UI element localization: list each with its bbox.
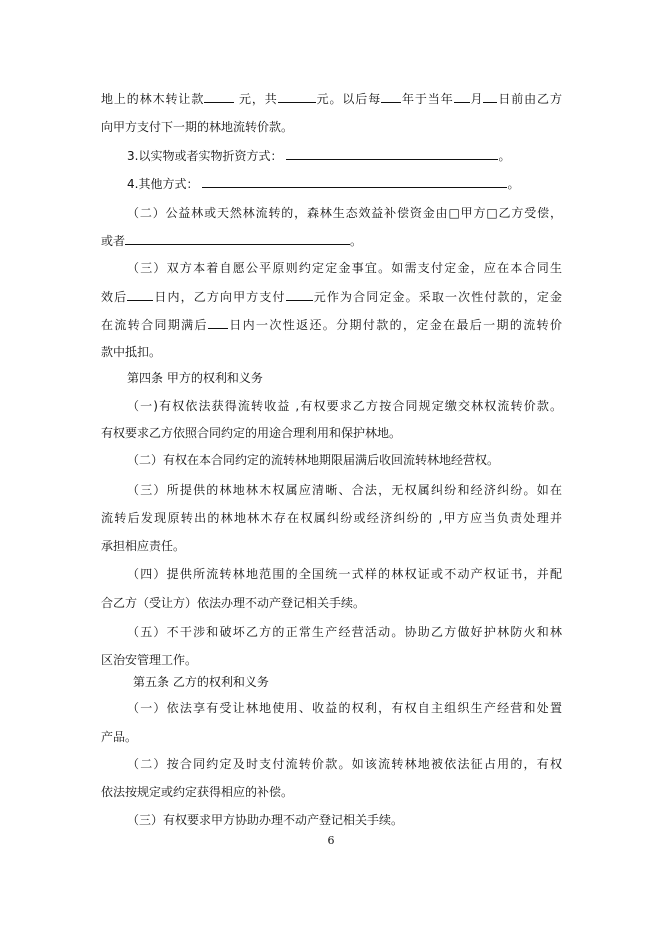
text: 效后 [101,290,128,304]
paragraph-line [101,314,562,334]
text: 。 [350,234,363,248]
paragraph-line: （二）有权在本合同约定的流转林地期限届满后收回流转林地经营权。 [127,453,500,467]
fill-blank [286,145,498,160]
fill-blank [208,314,228,329]
text: 元。以后每 [315,92,382,106]
fill-blank [204,88,234,103]
text: 月 [469,92,484,106]
paragraph-line: （一)有权依法获得流转收益 ,有权要求乙方按合同规定缴交林权流转价款。 [127,399,562,413]
paragraph-line: 向甲方支付下一期的林地流转价款。 [101,120,294,134]
fill-blank [125,230,350,245]
paragraph-line: 款中抵扣。 [101,345,162,359]
paragraph-line: 合乙方（受让方）依法办理不动产登记相关手续。 [101,596,366,610]
text: 4.其他方式： [127,177,199,191]
section-heading: 第五条 乙方的权利和义务 [133,675,269,689]
paragraph-line [101,230,562,250]
paragraph-line: 流转后发现原转出的林地林木存在权属纠纷或经济纠纷的 ,甲方应当负责处理并 [101,511,562,525]
paragraph-line [127,173,562,193]
paragraph-line [101,88,562,108]
text: 地上的林木转让款 [101,92,205,106]
text: 在流转合同期满后 [101,318,208,332]
section-heading: 第四条 甲方的权利和义务 [127,371,263,385]
paragraph-line: （二）公益林或天然林流转的，森林生态效益补偿资金由□甲方□乙方受偿， [127,206,562,220]
fill-blank [202,173,507,188]
text: 年于当年 [401,92,454,106]
text: 日内，乙方向甲方支付 [153,290,286,304]
text: 或者 [101,234,126,248]
paragraph-line: （二）按合同约定及时支付流转价款。如该流转林地被依法征占用的，有权 [127,757,562,771]
text: 日内一次性返还。分期付款的，定金在最后一期的流转价 [227,318,562,332]
paragraph-line: 依法按规定或约定获得相应的补偿。 [101,785,294,799]
paragraph-line: 有权要求乙方依照合同约定的用途合理利用和保护林地。 [101,426,402,440]
fill-blank [278,88,316,103]
paragraph-line: 区治安管理工作。 [101,653,198,667]
text: 元，共 [234,92,278,106]
paragraph-line: （四）提供所流转林地范围的全国统一式样的林权证或不动产权证书，并配 [127,567,562,581]
paragraph-line [127,145,562,165]
paragraph-line: （三）双方本着自愿公平原则约定定金事宜。如需支付定金，应在本合同生 [127,261,562,275]
fill-blank [127,286,153,301]
fill-blank [483,88,497,103]
text: 元作为合同定金。采取一次性付款的，定金 [312,290,562,304]
paragraph-line: 承担相应责任。 [101,539,186,553]
paragraph-line [101,286,562,306]
paragraph-line: （五）不干涉和破坏乙方的正常生产经营活动。协助乙方做好护林防火和林 [127,625,562,639]
paragraph-line: 产品。 [101,730,138,744]
paragraph-line: （一）依法享有受让林地使用、收益的权利，有权自主组织生产经营和处置 [127,701,562,715]
fill-blank [381,88,401,103]
text: 3.以实物或者实物折资方式： [127,149,283,163]
page-number: 6 [327,834,335,847]
text: 。 [507,177,520,191]
fill-blank [286,286,313,301]
paragraph-line: （三）所提供的林地林木权属应清晰、合法，无权属纠纷和经济纠纷。如在 [127,483,562,497]
text: 。 [498,149,511,163]
paragraph-line: （三）有权要求甲方协助办理不动产登记相关手续。 [127,813,404,827]
text: 日前由乙方 [497,92,562,106]
fill-blank [454,88,470,103]
